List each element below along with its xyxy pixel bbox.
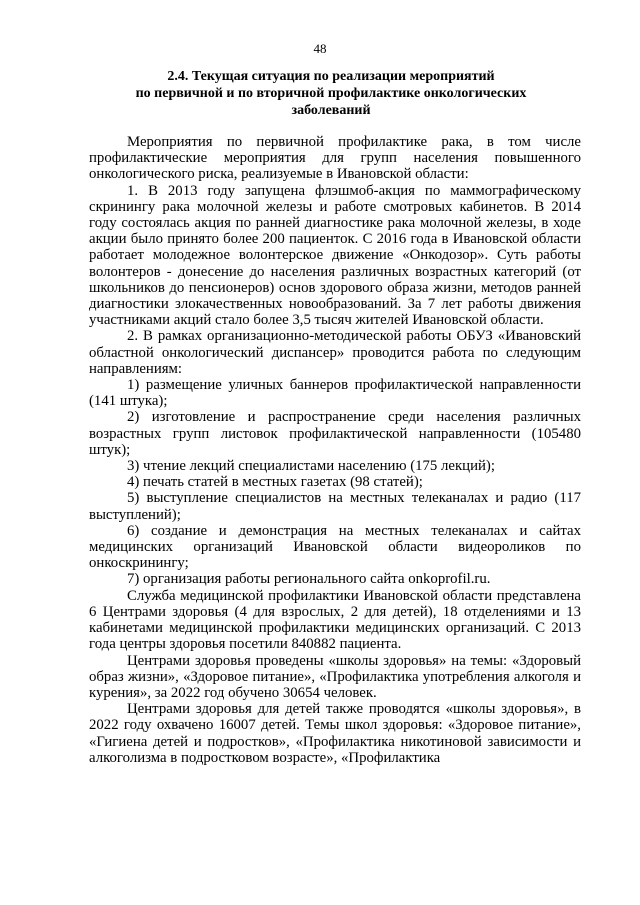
list-item-website: 7) организация работы регионального сайта onkoprofil.ru. [127,571,491,588]
list-item-articles: 4) печать статей в местных газетах (98 статей); [127,474,423,491]
heading-line: заболеваний [291,103,371,118]
paragraph-volunteers: 1. В 2013 году запущена флэшмоб-акция по маммографическому скринингу рака молочной железы и работе смотровых кабинетов. В 2014 году состоялась акция по ранней диагностике рака молочной железы, в ходе акции было принято более 200 пациенток. С 2016 года в Ивановской области работает молодежное волонтерское движение «Онкодозор». Суть работы волонтеров - донесение до населения различных возрастных категорий (от школьников до пенсионеров) основ здорового образа жизни, методов ранней диагностики злокачественных новообразований. За 7 лет работы движения участниками акций стало более 3,5 тысяч жителей Ивановской области. [89,182,581,329]
page-number: 48 [313,41,327,56]
list-item-broadcasts: 5) выступление специалистов на местных телеканалах и радио (117 выступлений); [89,490,581,523]
paragraph-methodical-work: 2. В рамках организационно-методической работы ОБУЗ «Ивановский областной онкологический диспансер» проводится работа по следующим направлениям: [89,328,581,377]
heading-line: 2.4. Текущая ситуация по реализации мероприятий [167,69,495,84]
list-item-videos: 6) создание и демонстрация на местных телеканалах и сайтах медицинских организаций Ивановской области видеороликов по онкоскринингу; [89,522,581,572]
paragraph-children-schools: Центрами здоровья для детей также проводятся «школы здоровья», в 2022 году охвачено 16007 детей. Темы школ здоровья: «Здоровое питание», «Гигиена детей и подростков», «Профилактика никотиновой зависимости и алкоголизма в подростковом возрасте», «Профилактика [89,701,581,766]
heading-line: по первичной и по вторичной профилактике онкологических [135,86,527,101]
list-item-lectures: 3) чтение лекций специалистами населению (175 лекций); [127,458,495,475]
paragraph-prevention-service: Служба медицинской профилактики Ивановской области представлена 6 Центрами здоровья (4 для взрослых, 2 для детей), 18 отделениями и 13 кабинетами медицинской профилактики медицинских организаций. С 2013 года центры здоровья посетили 840882 пациента. [89,587,581,653]
body-text [89,134,581,766]
paragraph-intro: Мероприятия по первичной профилактике рака, в том числе профилактические мероприятия для групп населения повышенного онкологического риска, реализуемые в Ивановской области: [89,134,581,183]
list-item-leaflets: 2) изготовление и распространение среди населения различных возрастных групп листовок профилактической направленности (105480 штук); [89,409,581,458]
section-heading [96,68,566,119]
list-item-banners: 1) размещение уличных баннеров профилактической направленности (141 штука); [89,377,581,410]
paragraph-health-schools: Центрами здоровья проведены «школы здоровья» на темы: «Здоровый образ жизни», «Здоровое питание», «Профилактика употребления алкоголя и курения», за 2022 год обучено 30654 человек. [89,652,581,701]
